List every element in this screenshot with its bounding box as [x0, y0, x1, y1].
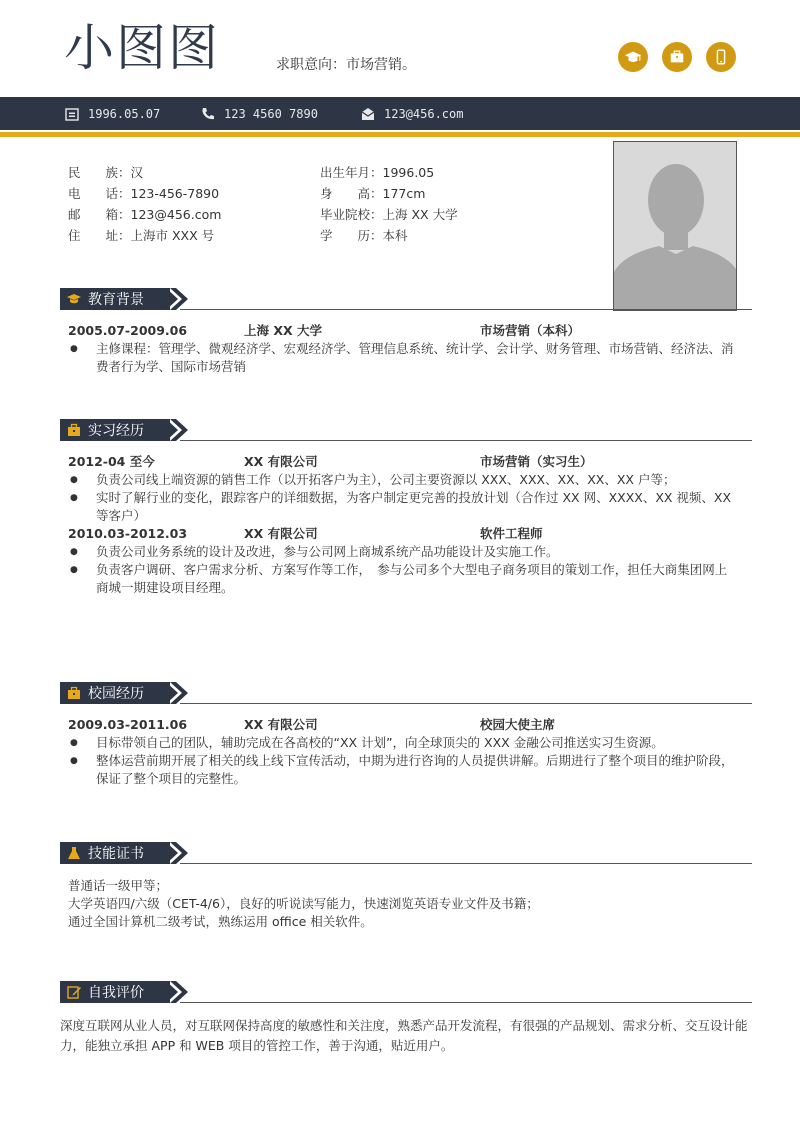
avatar-placeholder-icon	[614, 142, 737, 311]
bullet-text: 目标带领自己的团队，辅助完成在各高校的“XX 计划”，向全球顶尖的 XXX 金融公司推送实习生资源。	[96, 735, 664, 750]
entry-company: XX 有限公司	[244, 454, 318, 469]
self-evaluation-text: 深度互联网从业人员，对互联网保持高度的敏感性和关注度，熟悉产品开发流程，有很强的产品规划、需求分析、交互设计能力，能独立承担 APP 和 WEB 项目的管控工作，善于沟通，贴近用户。	[60, 1018, 748, 1053]
section-stripes	[158, 419, 198, 441]
bullet-icon: ●	[70, 475, 78, 485]
bullet-icon: ●	[70, 547, 78, 557]
bullet-item	[68, 752, 738, 788]
phone-icon	[706, 42, 736, 72]
email-item	[360, 97, 463, 130]
section-title-text: 校园经历	[88, 686, 144, 702]
resume-name: 小图图	[64, 19, 220, 77]
entry-role: 市场营销（实习生）	[480, 454, 593, 469]
info-value: 123@456.com	[130, 207, 222, 222]
birth-date: 1996.05.07	[88, 106, 161, 121]
bullet-item	[68, 489, 738, 525]
bullet-icon: ●	[70, 738, 78, 748]
info-label: 身 高：	[320, 186, 383, 201]
info-row	[68, 162, 221, 183]
entry-date: 2009.03-2011.06	[68, 717, 188, 732]
info-row	[320, 162, 458, 183]
section-stripes	[158, 842, 198, 864]
contact-bar	[0, 97, 800, 130]
birth-item	[64, 97, 160, 130]
bullet-icon: ●	[70, 493, 78, 503]
info-row	[68, 204, 221, 225]
bullet-item	[68, 340, 738, 376]
info-row	[320, 204, 458, 225]
section-rule	[180, 440, 752, 441]
info-label: 毕业院校：	[320, 207, 383, 222]
section-title	[60, 981, 170, 1003]
info-row	[320, 183, 458, 204]
email-icon	[360, 106, 376, 122]
bullet-text: 主修课程：管理学、微观经济学、宏观经济学、管理信息系统、统计学、会计学、财务管理、市场营销、经济法、消费者行为学、国际市场营销	[96, 341, 734, 374]
education-entry	[68, 322, 738, 376]
section-stripes	[158, 288, 198, 310]
section-internship-header	[60, 419, 752, 443]
bullet-item	[68, 734, 738, 752]
skill-item: 通过全国计算机二级考试，熟练运用 office 相关软件。	[68, 914, 373, 929]
section-stripes	[158, 682, 198, 704]
info-value: 汉	[130, 165, 144, 180]
bullet-text: 实时了解行业的变化，跟踪客户的详细数据，为客户制定更完善的投放计划（合作过 XX 网、XXXX、XX 视频、XX 等客户）	[96, 490, 732, 523]
entry-company: XX 有限公司	[244, 717, 318, 732]
basic-info-left	[68, 162, 221, 246]
bullet-text: 负责公司业务系统的设计及改进，参与公司网上商城系统产品功能设计及实施工作。	[96, 544, 559, 559]
header-icons	[618, 42, 736, 72]
info-label: 住 址：	[68, 228, 131, 243]
entry-role: 校园大使主席	[480, 717, 556, 732]
phone-item	[200, 97, 318, 130]
section-title-text: 技能证书	[88, 846, 144, 862]
entry-header	[68, 525, 738, 543]
bullet-text: 整体运营前期开展了相关的线上线下宣传活动，中期为进行咨询的人员提供讲解。后期进行了整个项目的维护阶段，保证了整个项目的完整性。	[96, 753, 734, 786]
skills-list	[68, 877, 738, 931]
section-title-text: 自我评价	[88, 985, 144, 1001]
section-title	[60, 419, 170, 441]
section-rule	[180, 863, 752, 864]
gold-divider	[0, 132, 800, 137]
info-label: 电 话：	[68, 186, 131, 201]
bullet-item	[68, 543, 738, 561]
section-rule	[180, 1002, 752, 1003]
flask-icon	[66, 845, 82, 861]
bullet-item	[68, 471, 738, 489]
info-row	[68, 225, 221, 246]
section-title-text: 教育背景	[88, 292, 144, 308]
info-label: 邮 箱：	[68, 207, 131, 222]
briefcase-icon	[662, 42, 692, 72]
info-value: 本科	[382, 228, 408, 243]
info-label: 民 族：	[68, 165, 131, 180]
entry-header	[68, 322, 738, 340]
section-title-text: 实习经历	[88, 423, 144, 439]
bullet-icon: ●	[70, 756, 78, 766]
section-self-header	[60, 981, 752, 1005]
bullet-text: 负责公司线上端资源的销售工作（以开拓客户为主），公司主要资源以 XXX、XXX、XX、XX、XX 户等；	[96, 472, 676, 487]
bullet-icon: ●	[70, 565, 78, 575]
graduation-cap-icon	[66, 291, 82, 307]
section-campus-header	[60, 682, 752, 706]
entry-school: 上海 XX 大学	[244, 323, 322, 338]
info-value: 123-456-7890	[130, 186, 220, 201]
bullet-icon: ●	[70, 344, 78, 354]
entry-company: XX 有限公司	[244, 526, 318, 541]
internship-entry	[68, 453, 738, 597]
campus-entry	[68, 716, 738, 788]
entry-header	[68, 716, 738, 734]
skill-item: 大学英语四/六级（CET-4/6），良好的听说读写能力，快速浏览英语专业文件及书籍；	[68, 896, 539, 911]
section-rule	[180, 703, 752, 704]
skill-item: 普通话一级甲等；	[68, 878, 169, 893]
graduation-cap-icon	[618, 42, 648, 72]
info-row	[68, 183, 221, 204]
edit-icon	[66, 984, 82, 1000]
section-rule	[180, 309, 752, 310]
entry-role: 软件工程师	[480, 526, 543, 541]
section-education-header	[60, 288, 752, 312]
email-address: 123@456.com	[384, 106, 464, 121]
entry-date: 2012-04 至今	[68, 454, 155, 469]
briefcase-icon	[66, 685, 82, 701]
profile-photo	[613, 141, 737, 311]
job-intent: 求职意向：市场营销。	[276, 57, 416, 73]
bullet-text: 负责客户调研、客户需求分析、方案写作等工作， 参与公司多个大型电子商务项目的策划工作，担任大商集团网上商城一期建设项目经理。	[96, 562, 728, 595]
info-value: 上海市 XXX 号	[130, 228, 215, 243]
section-title	[60, 682, 170, 704]
section-title	[60, 288, 170, 310]
info-value: 上海 XX 大学	[382, 207, 458, 222]
section-title	[60, 842, 170, 864]
info-row	[320, 225, 458, 246]
section-stripes	[158, 981, 198, 1003]
info-value: 1996.05	[382, 165, 435, 180]
telephone-icon	[200, 106, 216, 122]
entry-major: 市场营销（本科）	[480, 323, 581, 338]
entry-header	[68, 453, 738, 471]
entry-date: 2005.07-2009.06	[68, 323, 188, 338]
briefcase-icon	[66, 422, 82, 438]
basic-info-right	[320, 162, 458, 246]
calendar-icon	[64, 106, 80, 122]
phone-number: 123 4560 7890	[224, 106, 318, 121]
info-label: 学 历：	[320, 228, 383, 243]
bullet-item	[68, 561, 738, 597]
section-skills-header	[60, 842, 752, 866]
info-label: 出生年月：	[320, 165, 383, 180]
info-value: 177cm	[382, 186, 426, 201]
entry-date: 2010.03-2012.03	[68, 526, 188, 541]
